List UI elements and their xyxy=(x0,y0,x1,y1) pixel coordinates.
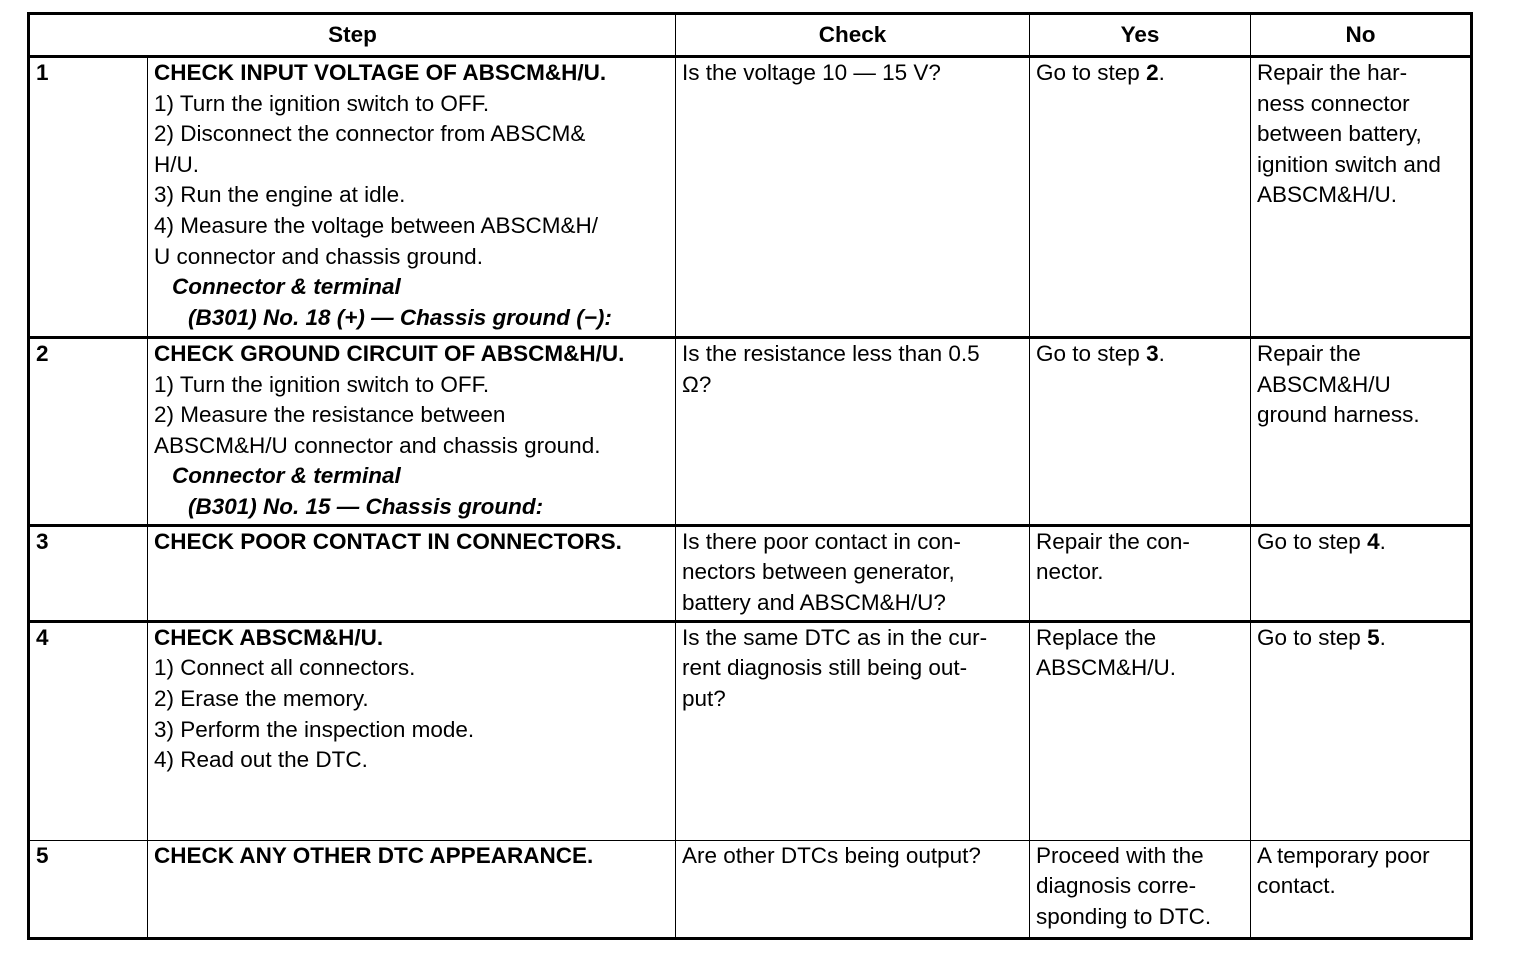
table-row xyxy=(29,525,1472,621)
step-number: 4 xyxy=(29,621,148,840)
no-text: Repair the ABSCM&H/U ground harness. xyxy=(1257,340,1420,428)
step-number: 1 xyxy=(29,57,148,338)
yes-cell xyxy=(1030,621,1251,840)
no-cell xyxy=(1251,840,1472,938)
step-cell xyxy=(148,337,676,525)
header-row xyxy=(29,14,1472,57)
connector-label: Connector & terminal xyxy=(172,463,401,489)
yes-text: Repair the con- nector. xyxy=(1036,528,1190,585)
step-line: U connector and chassis ground. xyxy=(154,243,483,269)
yes-suffix: . xyxy=(1158,60,1165,85)
no-suffix: . xyxy=(1379,528,1386,554)
yes-step-number: 2 xyxy=(1146,60,1159,85)
yes-text: Go to step xyxy=(1036,340,1147,366)
no-text: Go to step xyxy=(1257,528,1368,554)
step-line: 4) Measure the voltage between ABSCM&H/ xyxy=(154,212,598,238)
table-row xyxy=(29,621,1472,840)
diagnosis-table xyxy=(27,12,1473,940)
yes-text: Go to step xyxy=(1036,60,1147,85)
no-cell xyxy=(1251,57,1472,338)
yes-cell xyxy=(1030,337,1251,525)
step-number: 3 xyxy=(29,525,148,621)
yes-suffix: . xyxy=(1158,340,1165,366)
header-yes: Yes xyxy=(1030,14,1251,57)
check-text: Are other DTCs being output? xyxy=(682,842,981,868)
connector-label: Connector & terminal xyxy=(172,274,401,300)
step-line: 1) Turn the ignition switch to OFF. xyxy=(154,371,490,397)
step-line: H/U. xyxy=(154,151,199,177)
yes-text: Proceed with the diagnosis corre- sponding to DTC. xyxy=(1036,842,1212,929)
no-suffix: . xyxy=(1379,624,1386,650)
step-line: 2) Measure the resistance between xyxy=(154,402,506,428)
no-cell xyxy=(1251,337,1472,525)
step-cell xyxy=(148,621,676,840)
step-line: 3) Run the engine at idle. xyxy=(154,182,406,208)
step-cell xyxy=(148,57,676,338)
no-step-number: 4 xyxy=(1367,528,1380,554)
check-text: Is there poor contact in con- nectors between generator, battery and ABSCM&H/U? xyxy=(682,528,961,615)
no-step-number: 5 xyxy=(1367,624,1380,650)
header-no: No xyxy=(1251,14,1472,57)
check-cell xyxy=(676,57,1030,338)
step-title: CHECK ABSCM&H/U. xyxy=(154,624,384,650)
step-title: CHECK ANY OTHER DTC APPEARANCE. xyxy=(154,842,594,868)
step-cell xyxy=(148,840,676,938)
step-line: 4) Read out the DTC. xyxy=(154,747,368,773)
step-line: 3) Perform the inspection mode. xyxy=(154,716,475,742)
no-text: Go to step xyxy=(1257,624,1368,650)
table-row xyxy=(29,840,1472,938)
yes-text: Replace the ABSCM&H/U. xyxy=(1036,624,1177,681)
table-row xyxy=(29,57,1472,338)
yes-cell xyxy=(1030,57,1251,338)
check-text: Is the voltage 10 — 15 V? xyxy=(682,60,941,85)
step-cell xyxy=(148,525,676,621)
step-number: 5 xyxy=(29,840,148,938)
step-line: 1) Connect all connectors. xyxy=(154,655,416,681)
step-title: CHECK POOR CONTACT IN CONNECTORS. xyxy=(154,528,622,554)
check-cell xyxy=(676,840,1030,938)
check-cell xyxy=(676,525,1030,621)
connector-spec: (B301) No. 18 (+) — Chassis ground (−): xyxy=(188,304,612,330)
step-number: 2 xyxy=(29,337,148,525)
table-row xyxy=(29,337,1472,525)
check-cell xyxy=(676,337,1030,525)
header-step: Step xyxy=(29,14,676,57)
step-title: CHECK INPUT VOLTAGE OF ABSCM&H/U. xyxy=(154,60,607,85)
yes-step-number: 3 xyxy=(1146,340,1159,366)
step-line: 2) Erase the memory. xyxy=(154,686,369,712)
no-text: A temporary poor contact. xyxy=(1257,842,1430,899)
connector-spec: (B301) No. 15 — Chassis ground: xyxy=(188,493,544,519)
check-text: Is the resistance less than 0.5 Ω? xyxy=(682,340,980,397)
step-line: ABSCM&H/U connector and chassis ground. xyxy=(154,432,601,458)
check-cell xyxy=(676,621,1030,840)
no-cell xyxy=(1251,525,1472,621)
no-cell xyxy=(1251,621,1472,840)
step-line: 1) Turn the ignition switch to OFF. xyxy=(154,90,490,116)
header-check: Check xyxy=(676,14,1030,57)
step-title: CHECK GROUND CIRCUIT OF ABSCM&H/U. xyxy=(154,340,625,366)
check-text: Is the same DTC as in the cur- rent diagnosis still being out- put? xyxy=(682,624,988,712)
yes-cell xyxy=(1030,525,1251,621)
step-line: 2) Disconnect the connector from ABSCM& xyxy=(154,121,586,147)
yes-cell xyxy=(1030,840,1251,938)
no-text: Repair the har- ness connector between battery, ignition switch and ABSCM&H/U. xyxy=(1257,60,1441,208)
